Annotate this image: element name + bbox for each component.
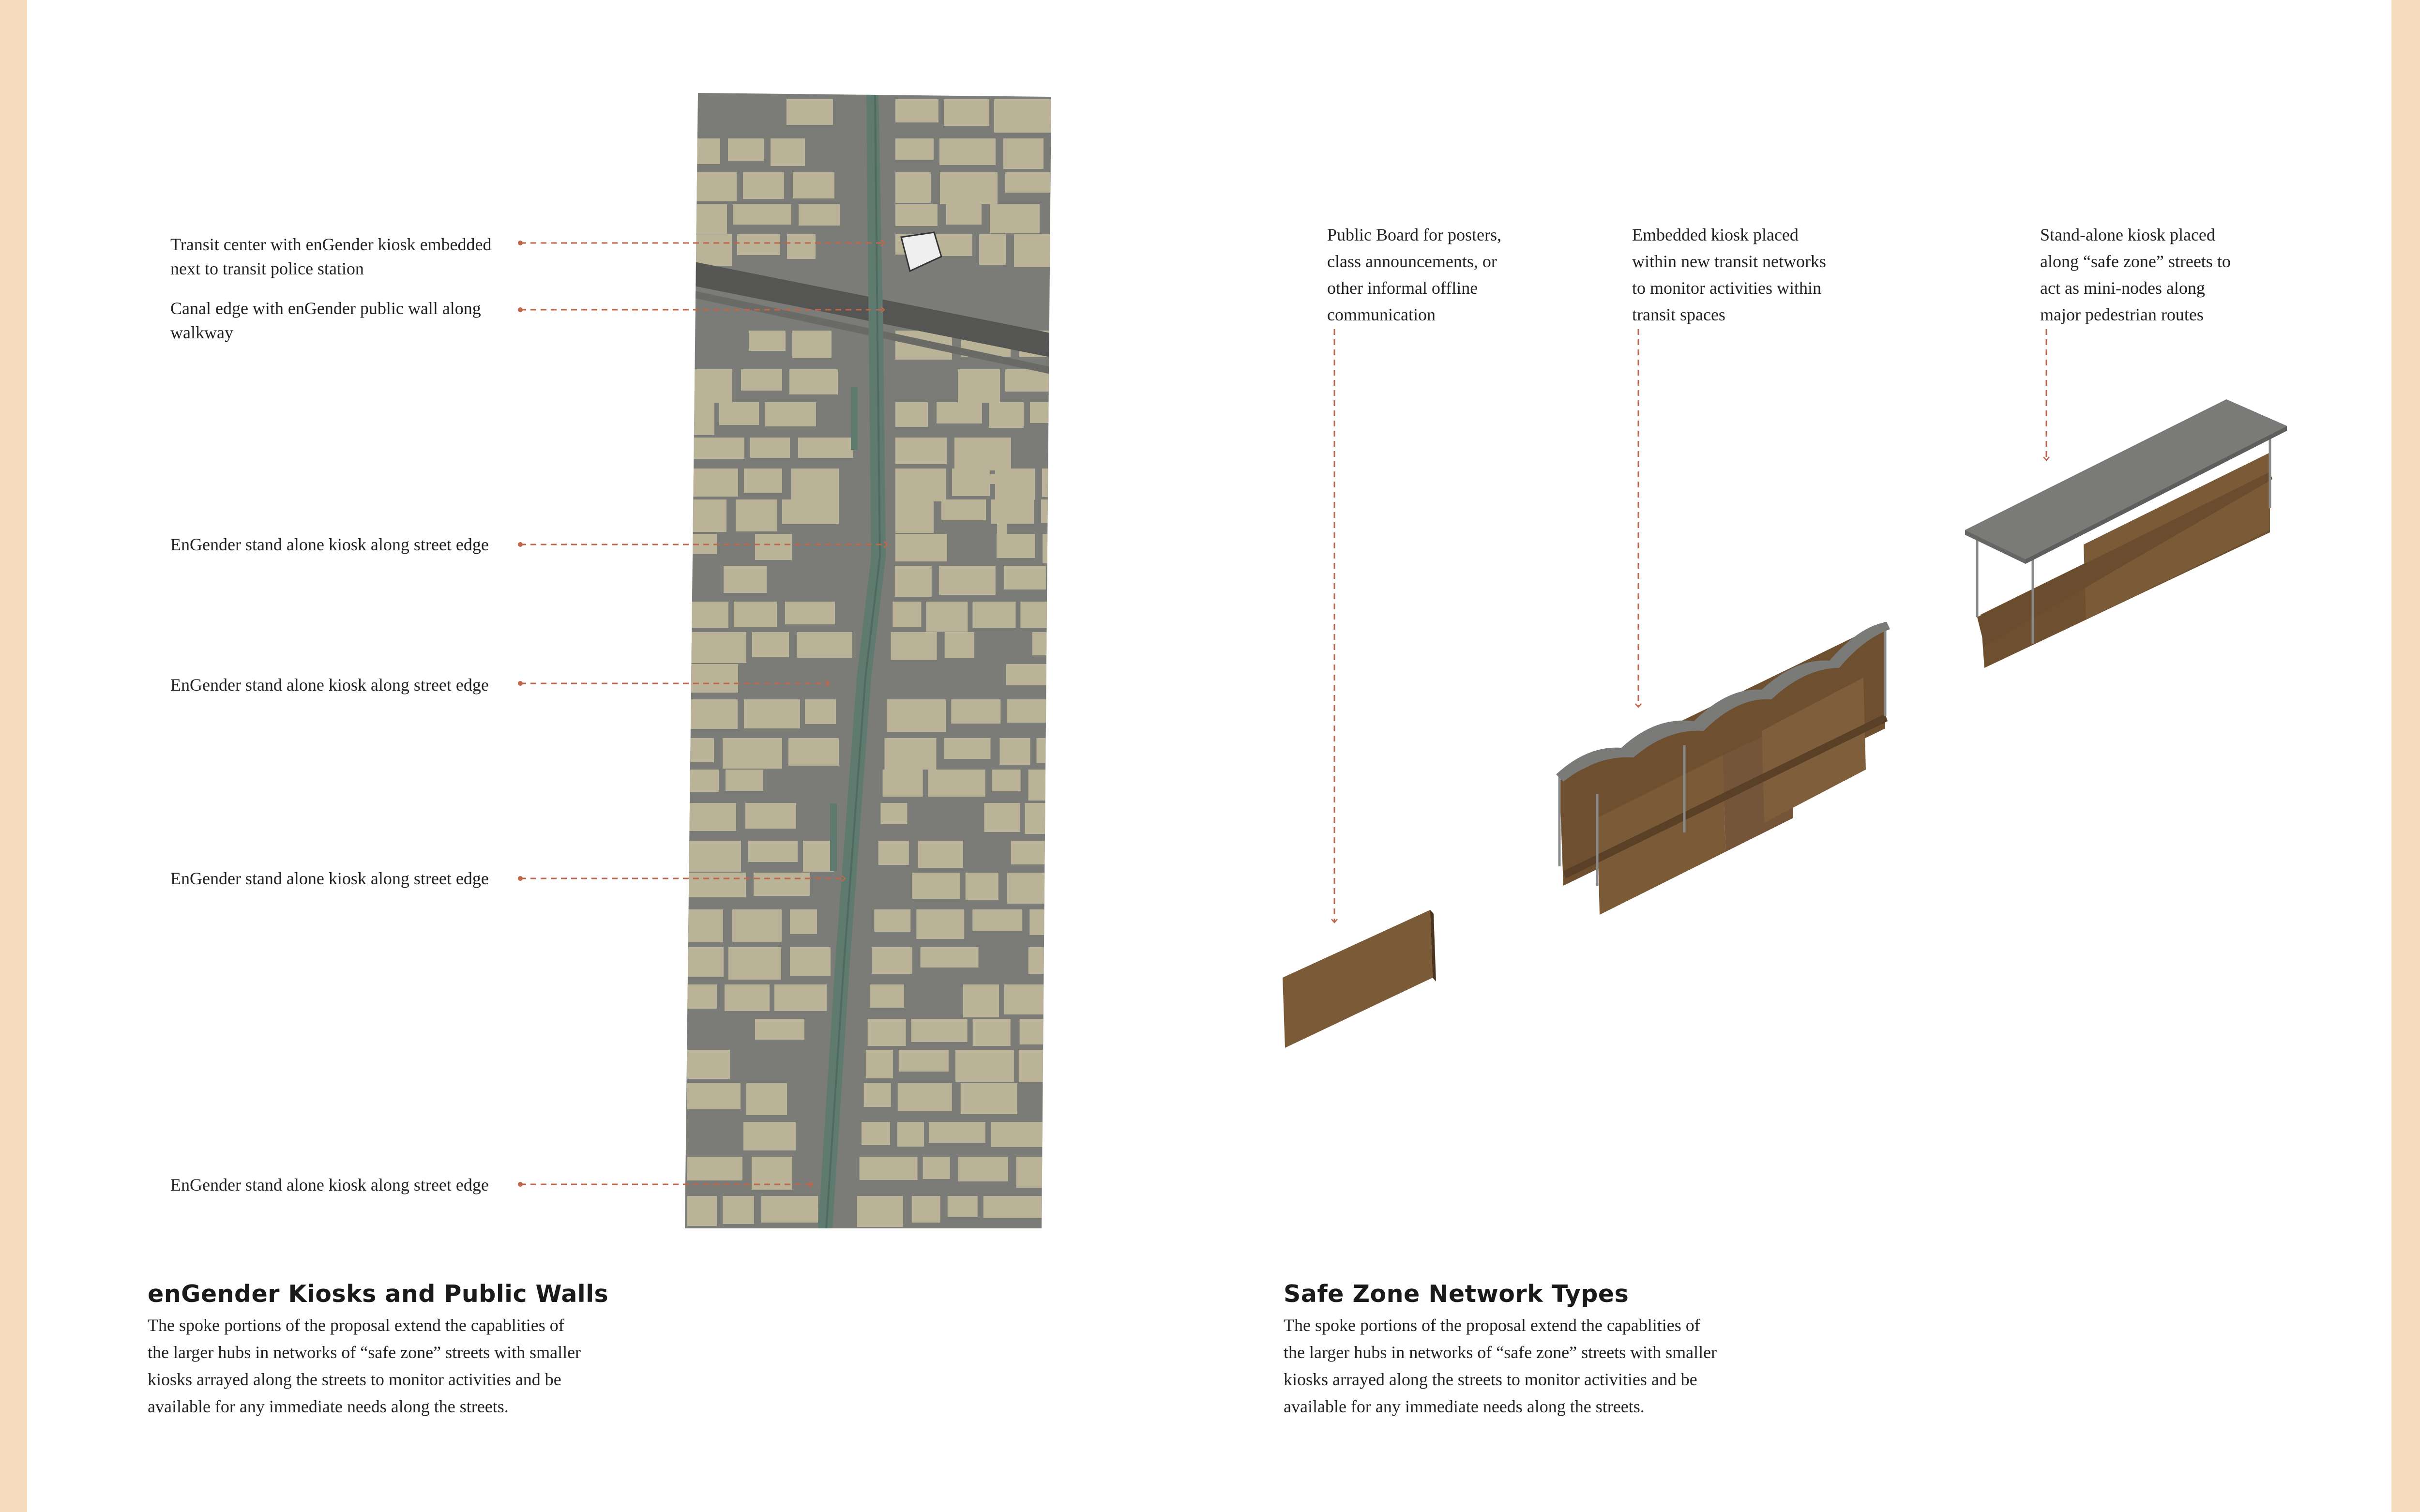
building-block [991,1122,1051,1147]
building-block [897,1122,924,1147]
building-block [928,770,985,797]
building-block [895,138,934,160]
building-block [857,1196,903,1227]
building-block [687,402,714,435]
body-line: kiosks arrayed along the streets to monitor activities and be [1284,1370,1697,1389]
right-section-title: Safe Zone Network Types [1284,1280,1629,1308]
building-block [1011,841,1051,864]
building-block [746,1083,787,1115]
embedded-kiosk-model [1556,622,1890,915]
building-block [803,841,834,872]
building-block [951,699,1000,724]
building-block [734,602,777,627]
building-block [895,99,938,122]
building-block [752,632,789,657]
building-block [918,841,963,868]
callout-canal-edge [170,296,481,345]
building-block [895,499,934,533]
building-block [939,138,996,165]
building-block [923,1157,950,1179]
type-public-board [1327,222,1501,328]
callout-kiosk-1 [170,532,489,557]
building-block [687,438,744,459]
building-block [979,234,1006,265]
callout-kiosk-4 [170,1173,489,1197]
building-block [1047,1196,1074,1225]
building-block [687,534,717,554]
building-block [860,1157,918,1180]
building-block [1019,1050,1049,1082]
building-block [1000,738,1030,765]
building-block [1020,1019,1046,1044]
callout-line: EnGender stand alone kiosk along street edge [170,1175,489,1194]
building-block [880,803,907,824]
building-block [793,172,834,198]
building-block [723,1196,754,1224]
right-section-body [1284,1312,1717,1420]
building-block [687,1050,730,1079]
building-block [944,99,989,126]
callout-dots [518,241,523,1187]
left-section-body [148,1312,581,1420]
building-block [805,699,836,724]
building-block [895,534,947,561]
building-block [895,402,928,427]
building-block [1020,602,1074,628]
building-block [1042,469,1086,497]
building-block [958,1157,1008,1181]
building-block [798,438,853,458]
building-block [687,664,738,693]
building-block [755,1019,804,1040]
building-block [745,803,796,829]
building-block [754,873,810,896]
building-block [895,566,932,597]
building-block [872,947,912,974]
body-line: available for any immediate needs along the streets. [148,1397,509,1416]
type-line: communication [1327,305,1436,324]
building-block [687,984,717,1009]
site-map [685,93,1087,1228]
building-block [1003,138,1044,169]
building-block [945,632,974,658]
building-block [737,234,780,255]
building-block [892,602,921,627]
building-block [791,469,839,499]
building-block [984,803,1020,832]
building-block [940,172,998,204]
building-block [1043,534,1074,563]
building-block [728,947,781,980]
building-block [719,402,759,425]
building-block [1007,873,1059,904]
building-block [724,566,767,593]
callout-line: EnGender stand alone kiosk along street edge [170,535,489,554]
building-block [687,1157,742,1180]
building-block [1004,984,1047,1014]
building-block [895,172,931,203]
building-block [799,204,840,226]
building-block [883,770,923,797]
building-block [895,204,938,226]
building-block [921,947,979,968]
body-line: the larger hubs in networks of “safe zone” streets with smaller [1284,1343,1717,1362]
callout-line: walkway [170,323,233,342]
building-block [1030,402,1057,423]
type-line: transit spaces [1632,305,1725,324]
body-line: The spoke portions of the proposal extend the capablities of [1284,1315,1700,1335]
building-block [866,1050,893,1078]
building-block [911,1019,968,1042]
building-block [728,138,764,161]
building-block [687,469,738,497]
building-block [891,632,937,660]
body-line: kiosks arrayed along the streets to monitor activities and be [148,1370,561,1389]
building-block [1028,947,1056,974]
building-block [972,909,1022,931]
type-line: along “safe zone” streets to [2040,252,2231,271]
building-block [878,841,909,865]
building-block [749,331,786,351]
building-block [912,1196,940,1223]
building-block [785,602,835,624]
callout-line: Transit center with enGender kiosk embedded [170,235,492,254]
building-block [983,1196,1042,1218]
building-block [687,873,746,897]
building-block [937,402,982,423]
building-block [898,1083,952,1111]
callout-transit-center [170,232,492,281]
type-line: within new transit networks [1632,252,1826,271]
building-block [1032,632,1080,655]
left-section-title: enGender Kiosks and Public Walls [148,1280,609,1308]
building-block [1004,566,1046,590]
building-block [743,1122,796,1150]
building-block [1016,1157,1052,1188]
type-line: other informal offline [1327,278,1478,298]
building-block [926,602,968,632]
building-block [955,1050,1014,1082]
building-block [972,602,1015,628]
callout-line: EnGender stand alone kiosk along street edge [170,675,489,695]
type-line: Public Board for posters, [1327,225,1501,244]
building-block [687,909,723,942]
building-block [732,909,782,942]
building-block [992,770,1021,791]
building-block [961,1083,1017,1114]
building-block [744,699,800,728]
building-block [941,499,986,520]
building-block [1007,699,1046,723]
building-block [929,1122,985,1143]
building-block [774,984,827,1011]
building-block [687,770,719,792]
building-block [989,402,1024,428]
building-block [868,1019,906,1046]
building-block [687,369,732,403]
building-block [790,947,831,976]
building-block [687,947,724,977]
building-block [797,632,852,658]
building-block [966,873,998,900]
building-block [1014,234,1052,267]
building-block [948,1196,978,1217]
body-line: available for any immediate needs along the streets. [1284,1397,1645,1416]
type-line: Stand-alone kiosk placed [2040,225,2215,244]
building-block [790,909,817,934]
building-block [944,738,991,759]
building-block [874,909,910,932]
building-block [973,1019,1011,1046]
building-block [912,873,960,899]
building-block [687,172,737,201]
building-block [939,566,996,595]
building-block [687,632,746,663]
building-block [687,138,720,164]
building-block [726,770,763,791]
callout-line: Canal edge with enGender public wall along [170,299,481,318]
building-block [687,803,736,831]
building-block [744,469,782,493]
building-block [736,499,777,531]
building-block [1006,664,1049,685]
building-block [916,909,964,939]
building-block [1041,499,1087,523]
building-block [946,204,982,225]
building-block [687,234,732,266]
building-block [725,984,770,1011]
type-line: major pedestrian routes [2040,305,2204,324]
building-block [895,469,946,501]
public-board-model [1283,910,1436,1048]
building-block [895,438,947,464]
building-block [789,369,838,394]
standalone-kiosk-model [1965,399,2287,668]
callout-line: EnGender stand alone kiosk along street edge [170,869,489,888]
building-block [723,738,782,769]
body-line: the larger hubs in networks of “safe zone” streets with smaller [148,1343,581,1362]
building-block [687,699,738,729]
building-block [761,1196,818,1223]
body-line: The spoke portions of the proposal extend the capablities of [148,1315,564,1335]
type-line: class announcements, or [1327,252,1497,271]
building-block [990,204,1040,233]
building-block [887,699,946,732]
type-line: act as mini-nodes along [2040,278,2205,298]
building-block [787,234,816,259]
building-block [788,738,839,766]
building-block [765,402,816,426]
building-block [733,204,791,225]
type-line: to monitor activities within [1632,278,1821,298]
building-block [687,738,714,762]
building-block [864,1083,891,1107]
type-line: Embedded kiosk placed [1632,225,1799,244]
building-block [862,1122,890,1145]
building-block [771,138,805,166]
building-block [1029,909,1083,935]
building-block [870,984,904,1008]
building-block [687,1083,741,1109]
building-block [899,1050,949,1072]
building-block [958,369,1000,403]
type-standalone-kiosk [2040,222,2231,328]
building-block [741,369,782,391]
callout-kiosk-2 [170,673,489,697]
building-block [687,841,741,872]
building-block [687,1196,717,1226]
building-block [963,984,999,1017]
building-block [748,841,798,862]
building-block [792,331,832,358]
callout-kiosk-3 [170,866,489,891]
building-block [782,499,839,524]
callout-line: next to transit police station [170,259,364,278]
building-block [1025,803,1058,834]
building-block [687,602,728,628]
building-block [743,172,784,199]
building-block [994,99,1052,133]
building-block [750,438,790,458]
building-block [1037,738,1068,763]
type-embedded-kiosk [1632,222,1826,328]
building-block [687,204,727,234]
building-block [755,534,792,560]
building-block [786,99,833,125]
building-block [885,738,937,770]
building-block [1005,172,1050,193]
building-block [1028,770,1061,801]
building-block [687,499,726,532]
